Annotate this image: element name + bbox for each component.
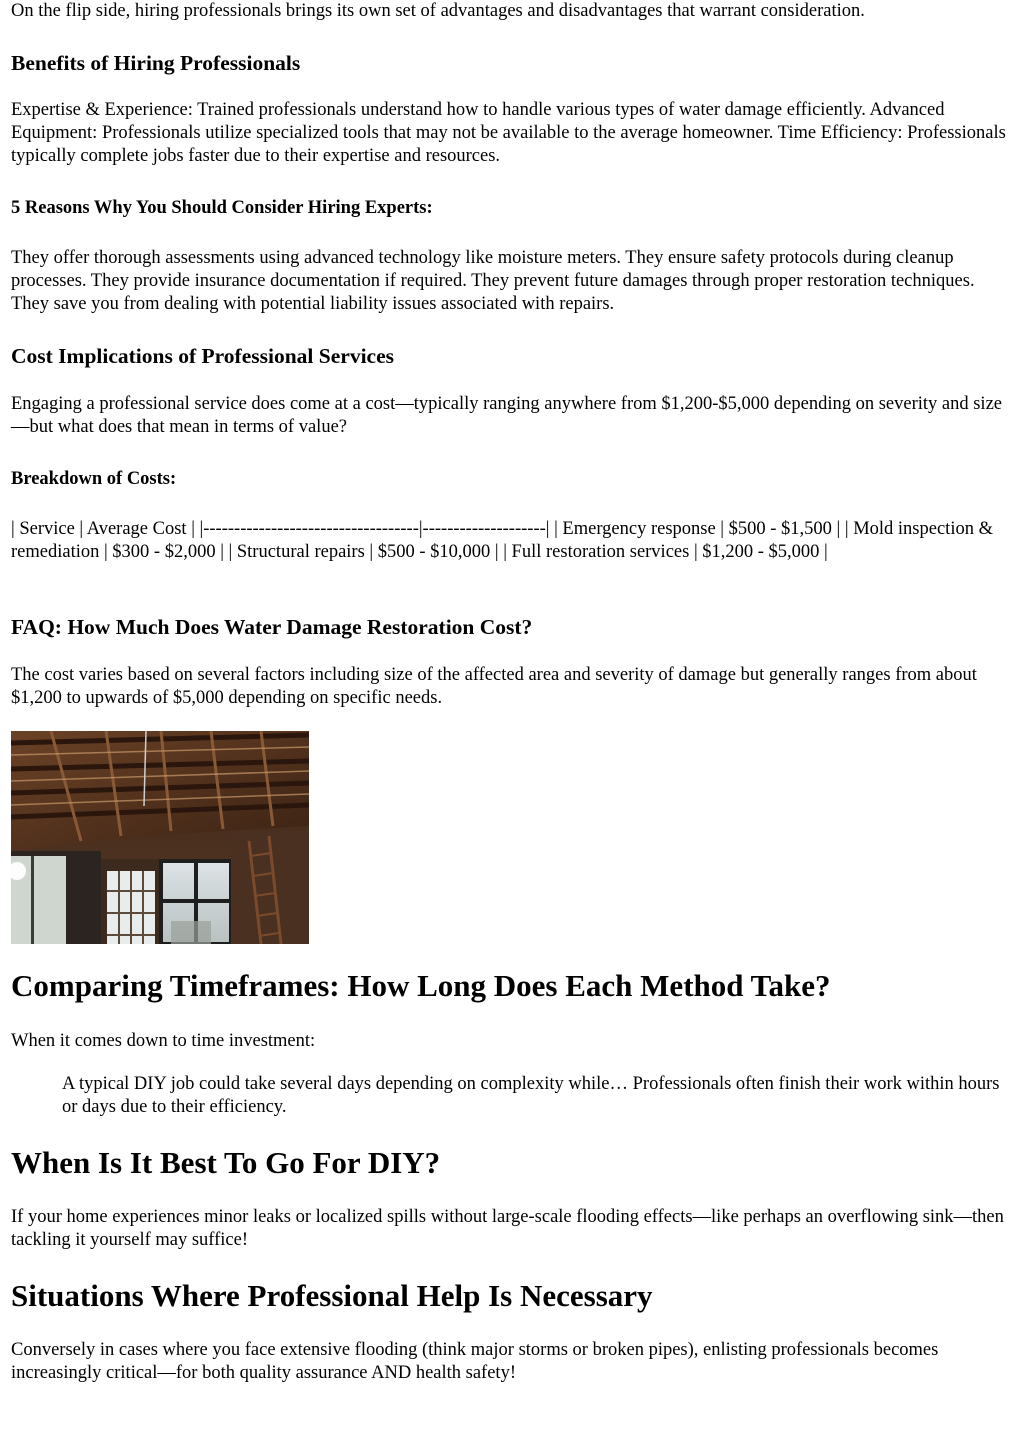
benefits-paragraph: Expertise & Experience: Trained professionals understand how to handle various types of water damage efficiently. Advanced Equipment: Professionals utilize specialized tools that may not be available to the average homeowner. Time Efficiency: Professionals typically complete jobs faster due to their expertise and resources. <box>11 100 1006 166</box>
faq-paragraph: The cost varies based on several factors including size of the affected area and severity of damage but generally ranges from about $1,200 to upwards of $5,000 depending on specific needs. <box>11 665 977 708</box>
benefits-heading: Benefits of Hiring Professionals <box>11 51 301 75</box>
comparing-paragraph: When it comes down to time investment: <box>11 1031 316 1051</box>
comparing-timeframes-heading: Comparing Timeframes: How Long Does Each Method Take? <box>11 968 831 1003</box>
intro-paragraph: On the flip side, hiring professionals brings its own set of advantages and disadvantages that warrant consideration. <box>11 1 865 21</box>
diy-heading: When Is It Best To Go For DIY? <box>11 1145 441 1180</box>
timeframe-quote: A typical DIY job could take several days depending on complexity while… Professionals often finish their work within hours or days due to their efficiency. <box>62 1074 1000 1117</box>
cost-heading: Cost Implications of Professional Services <box>11 344 394 368</box>
diy-paragraph: If your home experiences minor leaks or localized spills without large-scale flooding effects—like perhaps an overflowing sink—then tackling it yourself may suffice! <box>11 1207 1004 1250</box>
reasons-paragraph: They offer thorough assessments using advanced technology like moisture meters. They ensure safety protocols during cleanup processes. They provide insurance documentation if required. They prevent future damages through proper restoration techniques. They save you from dealing with potential liability issues associated with repairs. <box>11 248 975 314</box>
reasons-heading: 5 Reasons Why You Should Consider Hiring Experts: <box>11 198 433 218</box>
professional-help-paragraph: Conversely in cases where you face extensive flooding (think major storms or broken pipes), enlisting professionals becomes increasingly critical—for both quality assurance AND health safety! <box>11 1340 939 1383</box>
faq-heading: FAQ: How Much Does Water Damage Restoration Cost? <box>11 615 533 639</box>
restoration-photo <box>11 731 309 944</box>
breakdown-heading: Breakdown of Costs: <box>11 469 177 489</box>
cost-table-text: | Service | Average Cost | |-----------------------------------|--------------------| | Emergency response | $500 - $1,500 | | Mold inspection & remediation | $300 - $2,000 | | Structural repairs | $500 - $10,000 | | Full restoration services | $1,200 - $5,000 | <box>11 519 993 562</box>
cost-paragraph: Engaging a professional service does come at a cost—typically ranging anywhere from $1,200-$5,000 depending on severity and size—but what does that mean in terms of value? <box>11 394 1002 437</box>
professional-help-heading: Situations Where Professional Help Is Necessary <box>11 1278 653 1313</box>
